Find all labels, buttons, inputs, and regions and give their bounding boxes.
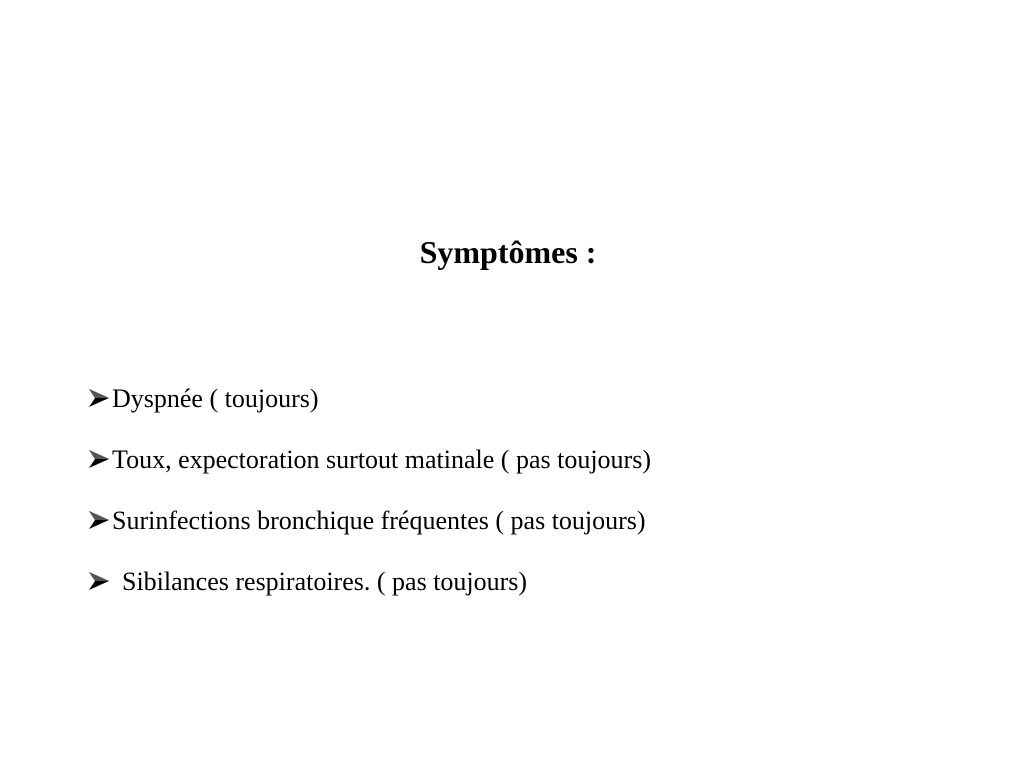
- arrowhead-bullet-icon: [88, 510, 112, 530]
- list-item: [88, 563, 988, 601]
- list-item-text: Dyspnée ( toujours): [112, 384, 319, 413]
- list-item: [88, 441, 988, 479]
- list-item: [88, 380, 988, 418]
- list-item-text: Sibilances respiratoires. ( pas toujours): [122, 567, 528, 596]
- list-item-text: Surinfections bronchique fréquentes ( pas toujours): [112, 506, 646, 535]
- arrowhead-bullet-icon: [88, 571, 112, 591]
- arrowhead-bullet-icon: [88, 449, 112, 469]
- arrowhead-bullet-icon: [88, 388, 112, 408]
- list-item-text: Toux, expectoration surtout matinale ( pas toujours): [112, 445, 651, 474]
- symptom-list: [88, 380, 988, 624]
- list-item: [88, 502, 988, 540]
- slide-title: Symptômes :: [419, 234, 597, 270]
